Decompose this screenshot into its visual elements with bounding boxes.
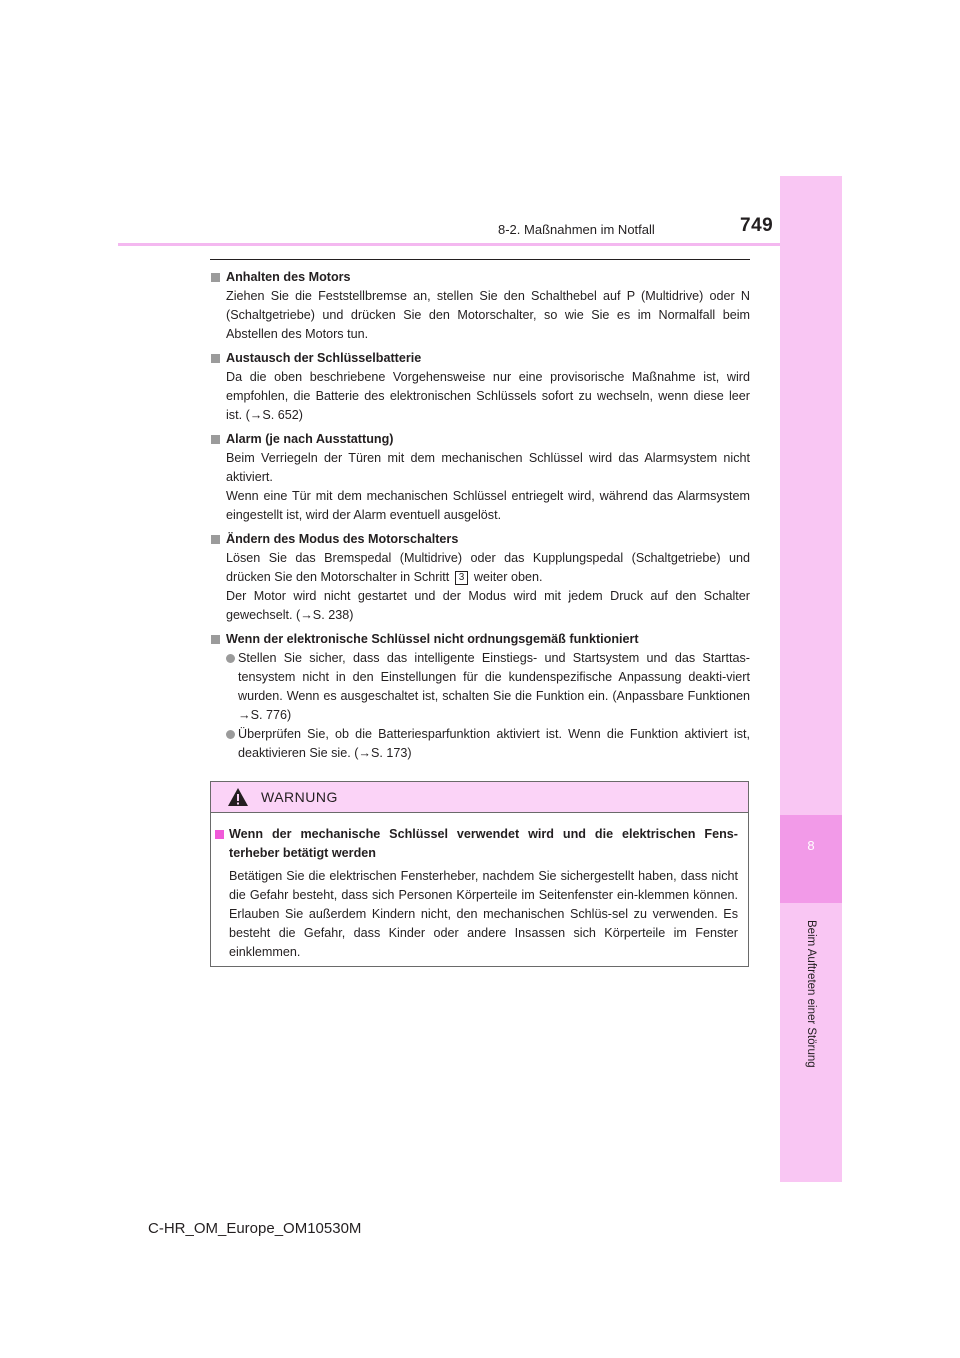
item-paragraph: Da die oben beschriebene Vorgehensweise nur eine provisorische Maßnahme ist, wird empfohlen, die Batterie des elektronischen Schlüssels sofort zu wechseln, wenn diese leer ist. (→S. 652) — [226, 370, 750, 422]
square-bullet-icon — [211, 535, 220, 544]
warning-title: Wenn der mechanische Schlüssel verwendet wird und die elektrischen Fens-terheber betätigt werden — [229, 827, 738, 860]
item-paragraph: Wenn eine Tür mit dem mechanischen Schlüssel entriegelt wird, während das Alarmsystem eingestellt ist, wird der Alarm eventuell ausgelöst. — [226, 489, 750, 522]
item-title: Ändern des Modus des Motorschalters — [226, 532, 459, 546]
square-bullet-icon — [215, 830, 224, 839]
section-title: 8-2. Maßnahmen im Notfall — [498, 222, 655, 237]
warning-label: WARNUNG — [261, 789, 338, 805]
square-bullet-icon — [211, 354, 220, 363]
circle-bullet-icon — [226, 654, 235, 663]
warning-text: Betätigen Sie die elektrischen Fensterheber, nachdem Sie sichergestellt haben, dass nicht die Gefahr besteht, dass sich Personen Körperteile im Seitenfenster ein-klemmen können. Erlauben Sie außerdem Kindern nicht, den mechanischen Schlüs-sel zu verwenden. Es besteht die Gefahr, dass Kinder oder andere Insassen sich Körperteile im Fenster einklemmen. — [229, 869, 738, 959]
footer-doc-id: C-HR_OM_Europe_OM10530M — [148, 1220, 362, 1237]
square-bullet-icon — [211, 435, 220, 444]
item-paragraph: Beim Verriegeln der Türen mit dem mechanischen Schlüssel wird das Alarmsystem nicht aktiviert. — [226, 451, 750, 484]
chapter-title: Beim Auftreten einer Störung — [805, 920, 817, 1068]
page-content — [210, 268, 750, 768]
content-top-rule — [210, 259, 750, 260]
section-key-battery — [210, 349, 750, 425]
warning-header — [211, 782, 748, 813]
item-title: Austausch der Schlüsselbatterie — [226, 351, 422, 365]
section-alarm — [210, 430, 750, 525]
item-title: Wenn der elektronische Schlüssel nicht ordnungsgemäß funktioniert — [226, 632, 639, 646]
list-item: Stellen Sie sicher, dass das intelligente Einstiegs- und Startsystem und das Starttas-tensystem nicht in den Einstellungen für die kundenspezifische Anpassung deakti-viert wurden. Wenn es ausgeschaltet ist, schalten Sie die Funktion ein. (Anpassbare Funktionen →S. 776) — [210, 649, 750, 725]
chapter-number: 8 — [807, 838, 815, 853]
square-bullet-icon — [211, 273, 220, 282]
item-paragraph: Ziehen Sie die Feststellbremse an, stellen Sie den Schalthebel auf P (Multidrive) oder N (Schaltgetriebe) und drücken Sie den Motorschalter, so wie Sie es im Normalfall beim Abstellen des Motors tun. — [226, 289, 750, 341]
warning-triangle-icon — [227, 787, 249, 807]
section-stopping-engine — [210, 268, 750, 344]
warning-box — [210, 781, 749, 967]
step-reference-box: 3 — [455, 571, 469, 585]
item-paragraph: Der Motor wird nicht gestartet und der Modus wird mit jedem Druck auf den Schalter gewechselt. (→S. 238) — [226, 589, 750, 622]
section-engine-switch-mode — [210, 530, 750, 625]
item-paragraph: Lösen Sie das Bremspedal (Multidrive) oder das Kupplungspedal (Schaltgetriebe) und drücken Sie den Motorschalter in Schritt 3 weiter oben. — [226, 551, 750, 584]
header-divider — [118, 243, 780, 246]
square-bullet-icon — [211, 635, 220, 644]
list-item: Überprüfen Sie, ob die Batteriesparfunktion aktiviert ist. Wenn die Funktion aktiviert ist, deaktivieren Sie sie. (→S. 173) — [210, 725, 750, 763]
warning-body — [211, 813, 748, 962]
circle-bullet-icon — [226, 730, 235, 739]
item-title: Anhalten des Motors — [226, 270, 351, 284]
item-title: Alarm (je nach Ausstattung) — [226, 432, 394, 446]
chapter-tab-marker — [780, 815, 842, 903]
page-number: 749 — [740, 215, 774, 236]
section-key-malfunction — [210, 630, 750, 763]
